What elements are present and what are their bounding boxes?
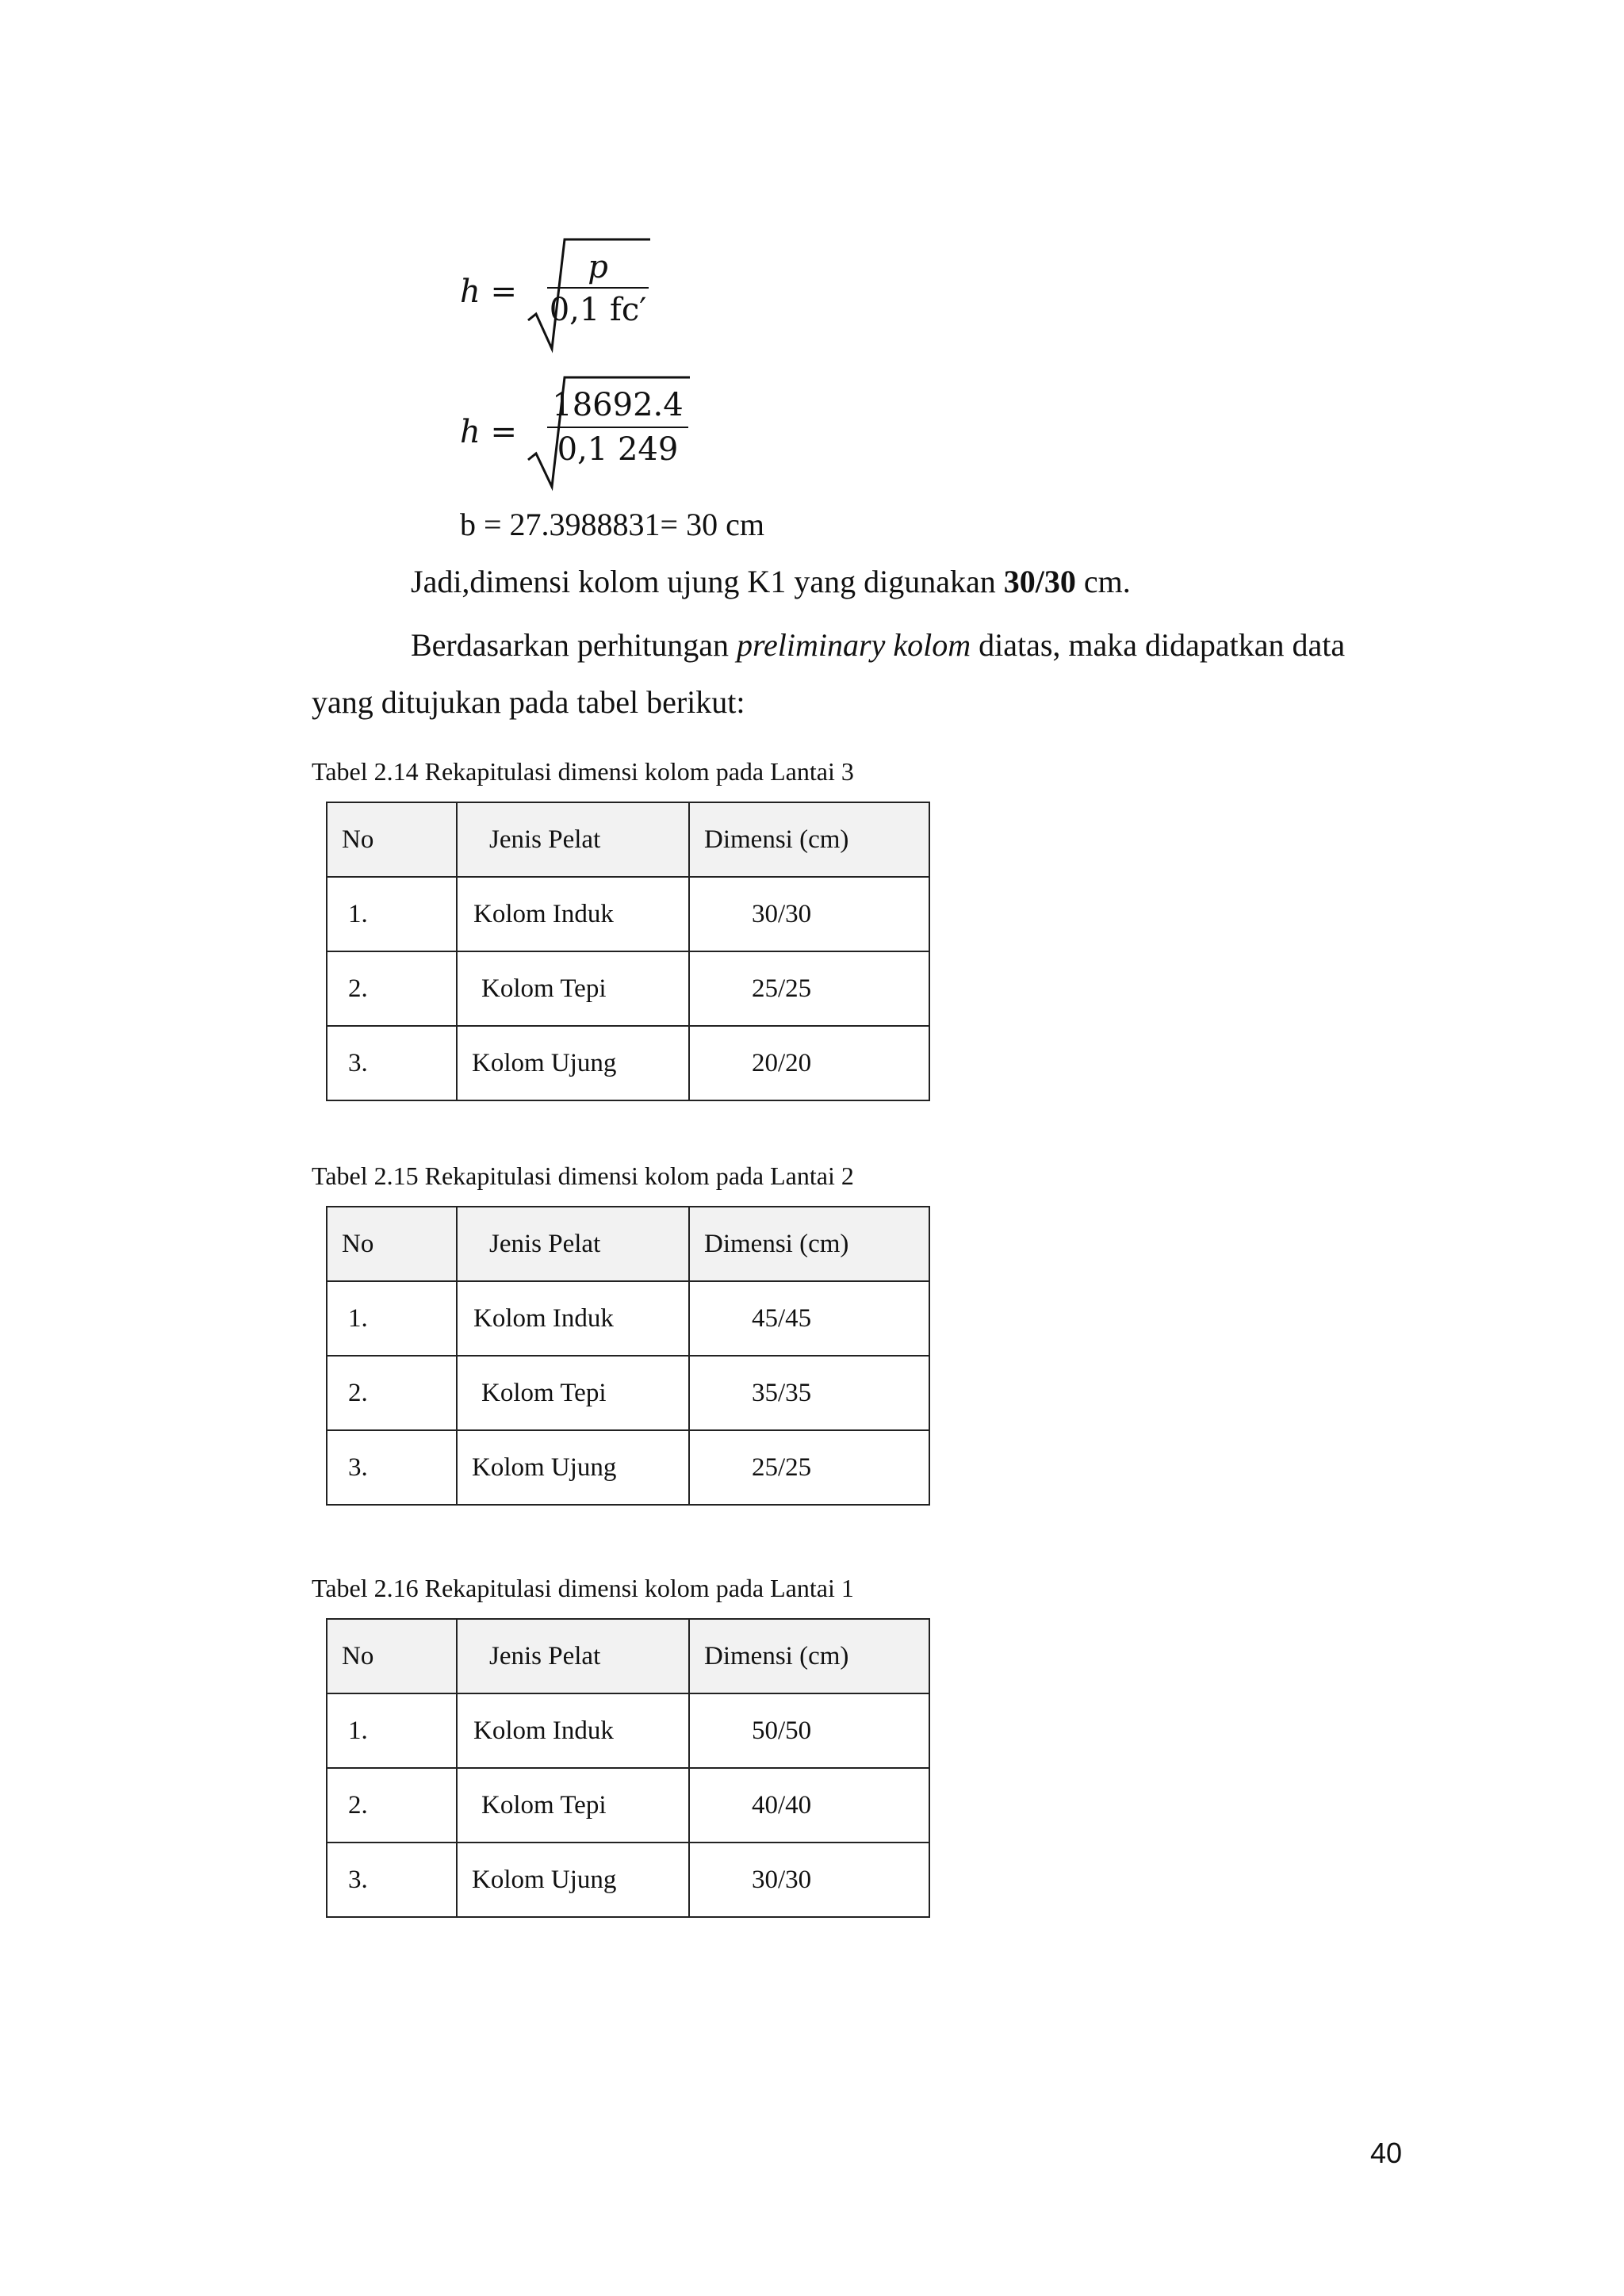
cell-jenis xyxy=(457,1026,689,1100)
cell-text: Kolom Induk xyxy=(473,899,614,928)
header-label: Dimensi (cm) xyxy=(704,825,849,854)
result-line: b = 27.3988831= 30 cm xyxy=(460,507,764,542)
equation-2-numerator: 18692.4 xyxy=(552,387,684,423)
cell-dimensi xyxy=(689,1356,929,1430)
cell-dimensi xyxy=(689,1768,929,1843)
cell-text: Kolom Tepi xyxy=(481,1790,607,1820)
table-row xyxy=(327,1693,929,1768)
page-number: 40 xyxy=(1370,2137,1403,2169)
cell-text: 50/50 xyxy=(752,1716,812,1745)
equation-2-denominator: 0,1 249 xyxy=(557,431,679,468)
cell-no: 2. xyxy=(327,1356,457,1430)
cell-jenis xyxy=(457,1281,689,1356)
cell-no: 3. xyxy=(327,1430,457,1505)
cell-dimensi xyxy=(689,1693,929,1768)
table-caption: Tabel 2.16 Rekapitulasi dimensi kolom pada Lantai 1 xyxy=(312,1574,854,1602)
header-cell-jenis xyxy=(457,1207,689,1281)
paragraph-text: diatas, maka didapatkan data xyxy=(971,627,1346,663)
table-row xyxy=(327,1843,929,1917)
cell-no: 1. xyxy=(327,1281,457,1356)
cell-jenis xyxy=(457,877,689,951)
header-cell-dimensi xyxy=(689,1207,929,1281)
cell-dimensi xyxy=(689,1026,929,1100)
table-header-row xyxy=(327,1207,929,1281)
table-caption: Tabel 2.15 Rekapitulasi dimensi kolom pada Lantai 2 xyxy=(312,1161,854,1190)
cell-text: Kolom Tepi xyxy=(481,974,607,1003)
column-dimension-table xyxy=(326,1618,930,1918)
table-row xyxy=(327,1356,929,1430)
cell-text: Kolom Ujung xyxy=(472,1865,617,1894)
equation-2-fraction xyxy=(547,384,688,471)
cell-text: Kolom Ujung xyxy=(472,1452,617,1482)
header-label: Jenis Pelat xyxy=(489,1641,601,1670)
cell-jenis xyxy=(457,1356,689,1430)
header-cell-jenis xyxy=(457,1619,689,1693)
cell-text: Kolom Ujung xyxy=(472,1048,617,1077)
paragraph-line-1 xyxy=(411,626,1345,664)
equation-1-denominator: 0,1 fc′ xyxy=(549,292,647,328)
table-row xyxy=(327,877,929,951)
paragraph-line-2: yang ditujukan pada tabel berikut: xyxy=(312,684,745,720)
cell-no: 2. xyxy=(327,1768,457,1843)
column-dimension-table xyxy=(326,1206,930,1506)
cell-text: 25/25 xyxy=(752,1452,812,1482)
equation-2-lhs: h = xyxy=(460,414,517,450)
paragraph-text: Berdasarkan perhitungan xyxy=(411,627,737,663)
cell-jenis xyxy=(457,1768,689,1843)
cell-jenis xyxy=(457,1693,689,1768)
header-cell-jenis xyxy=(457,802,689,877)
paragraph-italic-term: preliminary kolom xyxy=(736,627,971,663)
column-dimension-table xyxy=(326,802,930,1101)
cell-text: 25/25 xyxy=(752,974,812,1003)
cell-text: Kolom Induk xyxy=(473,1303,614,1333)
table-header-row xyxy=(327,802,929,877)
conclusion-suffix: cm. xyxy=(1075,564,1131,599)
table-header-row xyxy=(327,1619,929,1693)
cell-dimensi xyxy=(689,877,929,951)
cell-text: Kolom Induk xyxy=(473,1716,614,1745)
header-label: Jenis Pelat xyxy=(489,1229,601,1258)
header-cell-dimensi xyxy=(689,802,929,877)
cell-text: 35/35 xyxy=(752,1378,812,1407)
cell-no: 3. xyxy=(327,1026,457,1100)
cell-text: 20/20 xyxy=(752,1048,812,1077)
equation-1-fraction xyxy=(547,247,649,331)
cell-no: 1. xyxy=(327,1693,457,1768)
cell-jenis xyxy=(457,1843,689,1917)
table-row xyxy=(327,1281,929,1356)
equation-1-lhs: h = xyxy=(460,274,517,310)
cell-dimensi xyxy=(689,1430,929,1505)
equation-1-numerator: p xyxy=(588,249,608,285)
cell-no: 3. xyxy=(327,1843,457,1917)
cell-dimensi xyxy=(689,1843,929,1917)
header-cell-no: No xyxy=(327,1619,457,1693)
header-cell-no: No xyxy=(327,1207,457,1281)
header-cell-dimensi xyxy=(689,1619,929,1693)
table-caption: Tabel 2.14 Rekapitulasi dimensi kolom pada Lantai 3 xyxy=(312,757,854,786)
cell-no: 1. xyxy=(327,877,457,951)
header-label: Dimensi (cm) xyxy=(704,1641,849,1670)
cell-jenis xyxy=(457,1430,689,1505)
cell-text: 30/30 xyxy=(752,899,812,928)
cell-text: 40/40 xyxy=(752,1790,812,1820)
table-row xyxy=(327,1430,929,1505)
cell-dimensi xyxy=(689,1281,929,1356)
header-label: Jenis Pelat xyxy=(489,825,601,854)
header-label: Dimensi (cm) xyxy=(704,1229,849,1258)
cell-text: 45/45 xyxy=(752,1303,812,1333)
conclusion-line xyxy=(411,563,1131,600)
table-row xyxy=(327,1026,929,1100)
header-cell-no: No xyxy=(327,802,457,877)
cell-jenis xyxy=(457,951,689,1026)
conclusion-prefix: Jadi,dimensi kolom ujung K1 yang digunakan xyxy=(411,564,1004,599)
conclusion-bold-value: 30/30 xyxy=(1003,564,1076,599)
cell-text: 30/30 xyxy=(752,1865,812,1894)
table-row xyxy=(327,951,929,1026)
cell-text: Kolom Tepi xyxy=(481,1378,607,1407)
cell-dimensi xyxy=(689,951,929,1026)
table-row xyxy=(327,1768,929,1843)
cell-no: 2. xyxy=(327,951,457,1026)
